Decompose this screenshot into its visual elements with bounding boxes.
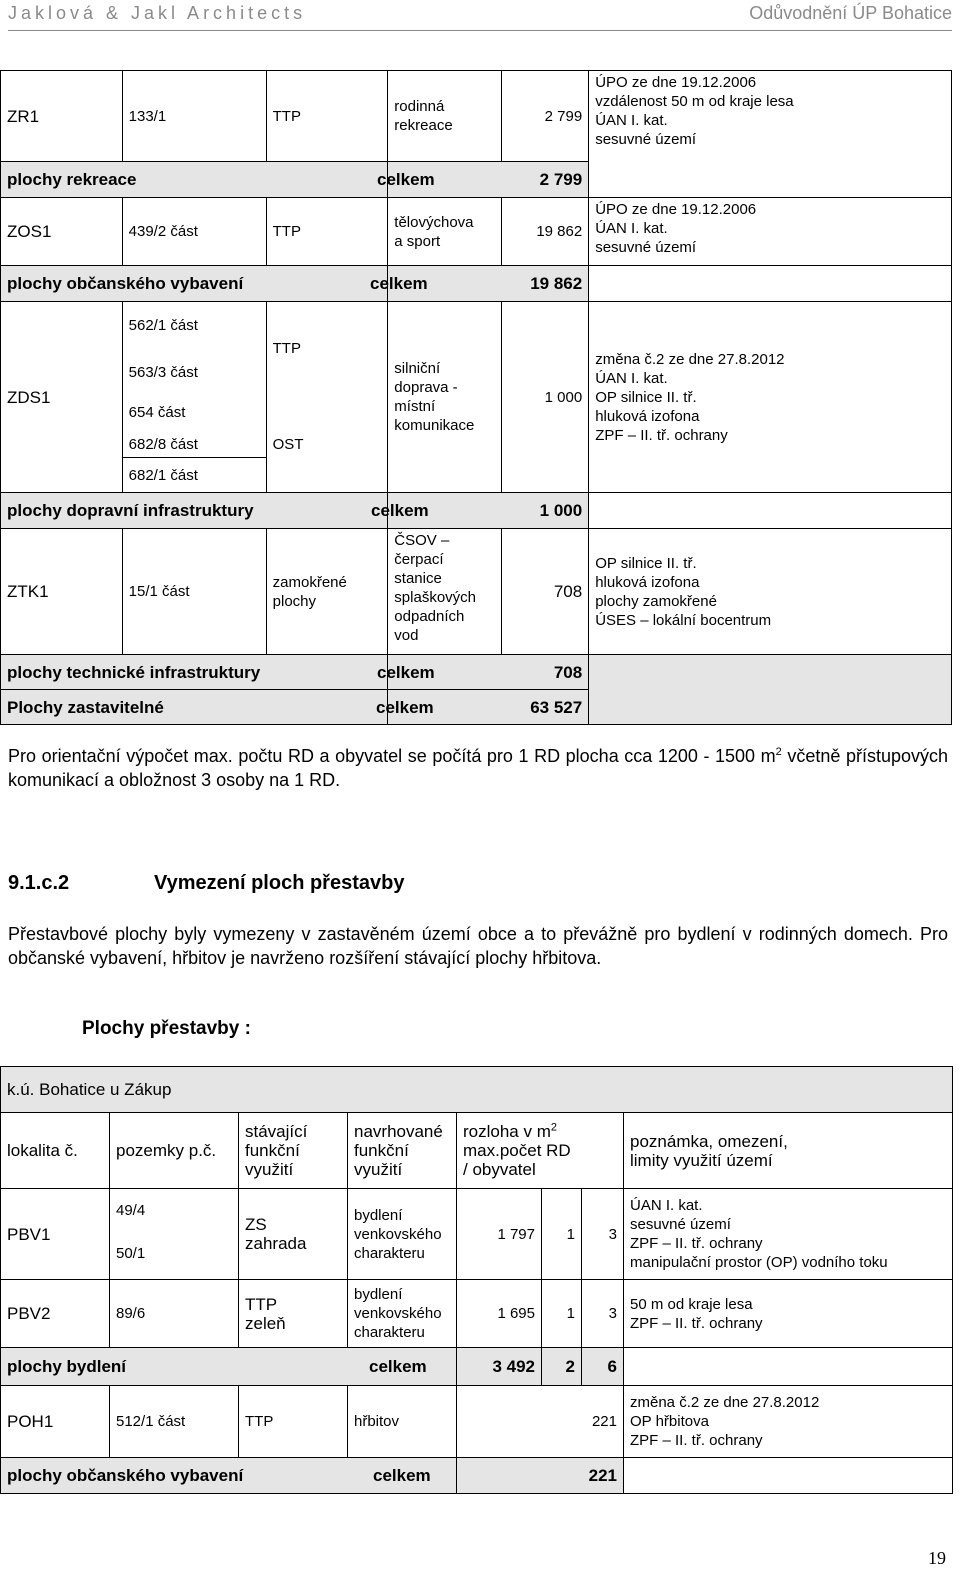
area-title-row [1,1067,953,1113]
proposed-use-cell: bydlení venkovského charakteru [348,1189,457,1280]
sum-label: plochy občanského vybavení celkem [1,1458,457,1494]
area-cell: 19 862 [502,198,589,266]
sum-row [1,493,952,529]
section-title: Vymezení ploch přestavby [154,872,405,894]
sum-label: plochy rekreace celkem [1,162,388,198]
parcel-cell: 89/6 [110,1280,239,1348]
area-cell: 1 797 [457,1189,542,1280]
table-row [1,198,952,266]
empty-cell [624,1348,953,1386]
sum-label: plochy dopravní infrastruktury celkem [1,493,388,529]
company-name: Jaklová & Jakl Architects [8,3,307,23]
header-poznamka: poznámka, omezení, limity využití území [624,1113,953,1189]
empty-cell [624,1458,953,1494]
rd-cell: 1 [542,1189,582,1280]
sum-value: 221 [457,1458,624,1494]
sum-value: 19 862 [388,266,589,302]
sum-label: plochy občanského vybavení celkem [1,266,388,302]
empty-cell [589,266,952,302]
area-cell: 1 000 [502,302,589,493]
sum-area: 3 492 [457,1348,542,1386]
header-stavajici: stávající funkční využití [239,1113,348,1189]
empty-cell [589,493,952,529]
note-cell: ÚPO ze dne 19.12.2006 vzdálenost 50 m od kraje lesa ÚAN I. kat. sesuvné území [589,71,952,198]
table-row [1,1386,953,1458]
area-title: k.ú. Bohatice u Zákup [1,1067,953,1113]
parcel-cell: 15/1 část [122,529,266,655]
page-number: 19 [928,1548,946,1568]
note-cell: 50 m od kraje lesa ZPF – II. tř. ochrany [624,1280,953,1348]
page-header [8,0,952,31]
header-navrhovane: navrhované funkční využití [348,1113,457,1189]
rd-cell: 1 [542,1280,582,1348]
code-cell: POH1 [1,1386,110,1458]
table-row [1,1189,953,1280]
current-use-cell: TTP zeleň [239,1280,348,1348]
sum-row [1,1458,953,1494]
note-cell: změna č.2 ze dne 27.8.2012 ÚAN I. kat. OP silnice II. tř. hluková izofona ZPF – II. tř. ochrany [589,302,952,493]
table-row [1,302,952,493]
sum-row [1,655,952,690]
code-cell: ZDS1 [1,302,123,493]
parcel-cell: 49/4 50/1 [110,1189,239,1280]
note-cell: ÚAN I. kat. sesuvné území ZPF – II. tř. ochrany manipulační prostor (OP) vodního toku [624,1189,953,1280]
sum-value: 2 799 [388,162,589,198]
sum-value: 708 [388,655,589,690]
note-cell: OP silnice II. tř. hluková izofona plochy zamokřené ÚSES – lokální bocentrum [589,529,952,655]
parcel-cell: 133/1 [122,71,266,162]
obyv-cell: 3 [582,1280,624,1348]
parcel-cell: 512/1 část [110,1386,239,1458]
area-cell: 2 799 [502,71,589,162]
header-lokalita: lokalita č. [1,1113,110,1189]
note-cell: ÚPO ze dne 19.12.2006 ÚAN I. kat. sesuvné území [589,198,952,266]
header-pozemky: pozemky p.č. [110,1113,239,1189]
status-cell: TTP [266,71,388,162]
subheading-prestavby: Plochy přestavby : [82,1018,251,1039]
status-cell: TTP [266,198,388,266]
sum-label: Plochy zastavitelné celkem [1,690,388,725]
header-row [1,1113,953,1189]
sum-rd: 2 [542,1348,582,1386]
use-cell: tělovýchova a sport [388,198,502,266]
table-row [1,1280,953,1348]
parcel-cell: 439/2 část [122,198,266,266]
status-cell: TTP OST [266,302,388,493]
sum-value: 1 000 [388,493,589,529]
paragraph-prestavba: Přestavbové plochy byly vymezeny v zastavěném území obce a to převážně pro bydlení v rodinných domech. Pro občanské vybavení, hřbitov je navrženo rozšíření stávající plochy hřbitova. [8,924,948,968]
area-cell: 708 [502,529,589,655]
use-cell: silniční doprava - místní komunikace [388,302,502,493]
sum-label: plochy bydlení celkem [1,1348,457,1386]
use-cell: rodinná rekreace [388,71,502,162]
code-cell: ZOS1 [1,198,123,266]
section-heading [8,872,404,895]
document-title: Odůvodnění ÚP Bohatice [749,3,952,23]
sum-note-cell [589,655,952,725]
sum-row [1,1348,953,1386]
header-rozloha: rozloha v $m^2$ max.počet RD / obyvatel [457,1113,624,1189]
table-plochy-prestavby [0,1066,953,1494]
paragraph-calculation: Pro orientační výpočet max. počtu RD a obyvatel se počítá pro 1 RD plocha cca 1200 - 1500 $m^2$ včetně přístupových komunikací a obložnost 3 osoby na 1 RD. [8,746,948,790]
table-row [1,529,952,655]
table-zastavitelne-plochy [0,70,952,725]
sum-row [1,266,952,302]
area-cell: 1 695 [457,1280,542,1348]
parcels-cell: 562/1 část 563/3 část 654 část 682/8 část 682/1 část [122,302,266,493]
area-cell: 221 [457,1386,624,1458]
code-cell: ZR1 [1,71,123,162]
current-use-cell: TTP [239,1386,348,1458]
status-cell: zamokřené plochy [266,529,388,655]
table-row [1,71,952,162]
note-cell: změna č.2 ze dne 27.8.2012 OP hřbitova ZPF – II. tř. ochrany [624,1386,953,1458]
proposed-use-cell: bydlení venkovského charakteru [348,1280,457,1348]
code-cell: PBV2 [1,1280,110,1348]
sum-obyv: 6 [582,1348,624,1386]
code-cell: ZTK1 [1,529,123,655]
current-use-cell: ZS zahrada [239,1189,348,1280]
sum-label: plochy technické infrastruktury celkem [1,655,388,690]
sum-value: 63 527 [388,690,589,725]
obyv-cell: 3 [582,1189,624,1280]
use-cell: ČSOV – čerpací stanice splaškových odpadních vod [388,529,502,655]
code-cell: PBV1 [1,1189,110,1280]
proposed-use-cell: hřbitov [348,1386,457,1458]
section-number: 9.1.c.2 [8,872,70,894]
